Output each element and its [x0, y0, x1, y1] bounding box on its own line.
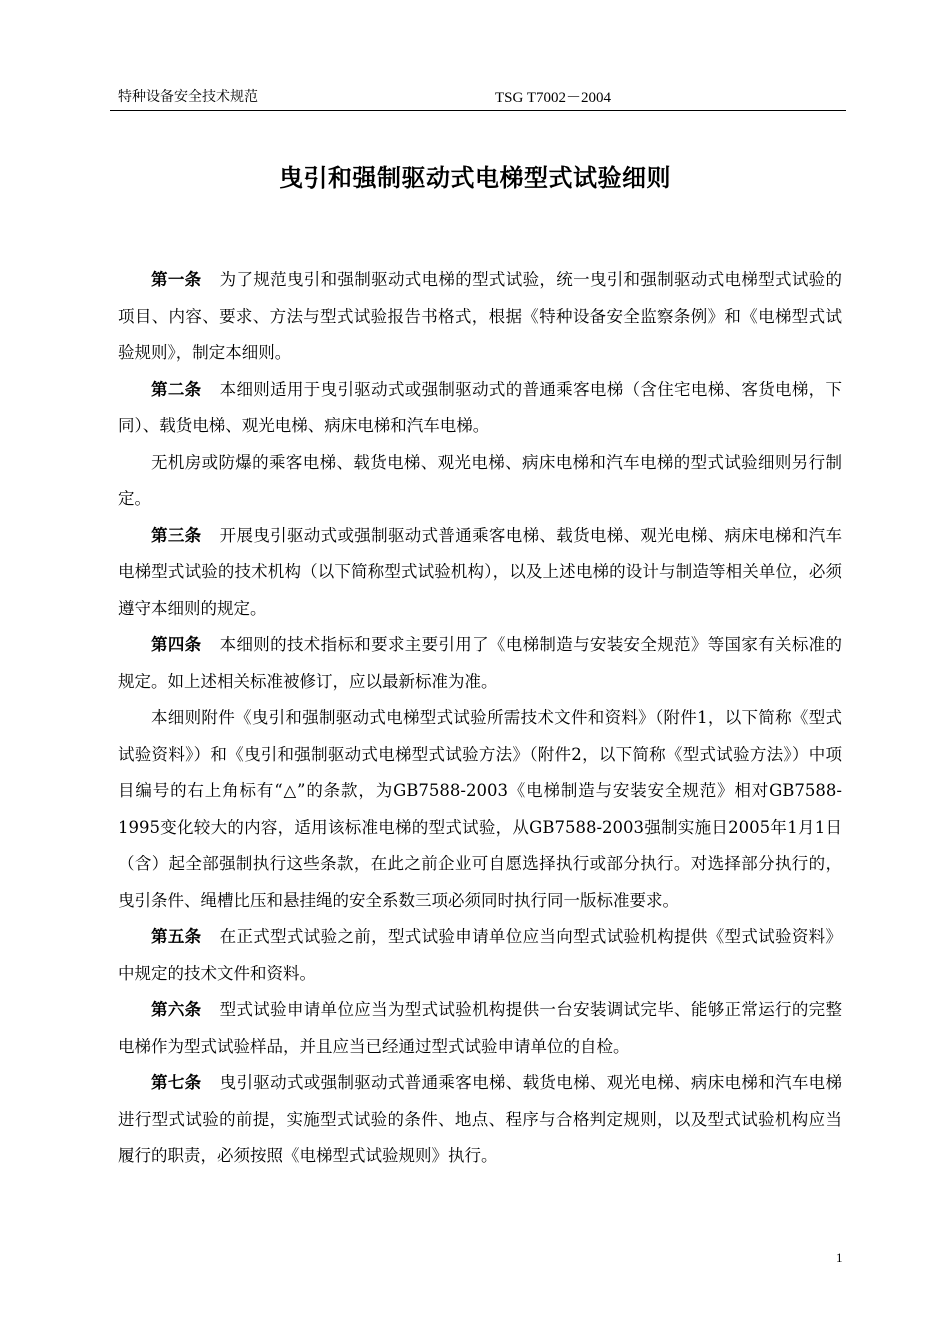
header-standard-number: TSG T7002－2004 [495, 90, 611, 106]
article-2 [118, 372, 842, 445]
article-2-paragraph-2 [118, 445, 842, 518]
article-text: 在正式型式试验之前，型式试验申请单位应当向型式试验机构提供《型式试验资料》中规定的技术文件和资料。 [118, 927, 843, 983]
document-body [118, 262, 842, 1175]
article-label: 第三条 [151, 525, 202, 545]
article-4-paragraph-2 [118, 700, 842, 919]
article-label: 第二条 [151, 379, 202, 399]
header-spec-category: 特种设备安全技术规范 [118, 89, 258, 105]
article-1 [118, 262, 842, 372]
article-label: 第四条 [151, 635, 202, 654]
article-4 [118, 627, 842, 700]
article-3 [118, 518, 842, 628]
article-text: 为了规范曳引和强制驱动式电梯的型式试验，统一曳引和强制驱动式电梯型式试验的项目、内容、要求、方法与型式试验报告书格式，根据《特种设备安全监察条例》和《电梯型式试验规则》，制定本细则。 [118, 270, 843, 362]
page-header [110, 86, 846, 111]
paragraph-text: 无机房或防爆的乘客电梯、载货电梯、观光电梯、病床电梯和汽车电梯的型式试验细则另行制定。 [118, 452, 842, 508]
article-text: 曳引驱动式或强制驱动式普通乘客电梯、载货电梯、观光电梯、病床电梯和汽车电梯进行型式试验的前提，实施型式试验的条件、地点、程序与合格判定规则，以及型式试验机构应当履行的职责，必须按照《电梯型式试验规则》执行。 [118, 1073, 843, 1165]
document-title: 曳引和强制驱动式电梯型式试验细则 [279, 164, 671, 192]
article-label: 第五条 [151, 927, 202, 946]
article-6 [118, 992, 842, 1065]
article-text: 型式试验申请单位应当为型式试验机构提供一台安装调试完毕、能够正常运行的完整电梯作为型式试验样品，并且应当已经通过型式试验申请单位的自检。 [118, 1000, 843, 1056]
article-text: 本细则的技术指标和要求主要引用了《电梯制造与安装安全规范》等国家有关标准的规定。如上述相关标准被修订，应以最新标准为准。 [118, 635, 843, 691]
article-text: 开展曳引驱动式或强制驱动式普通乘客电梯、载货电梯、观光电梯、病床电梯和汽车电梯型式试验的技术机构（以下简称型式试验机构），以及上述电梯的设计与制造等相关单位，必须遵守本细则的规定。 [118, 525, 843, 618]
article-label: 第六条 [151, 1000, 202, 1019]
article-label: 第一条 [151, 270, 202, 289]
article-7 [118, 1065, 842, 1175]
article-label: 第七条 [151, 1073, 202, 1092]
article-text: 本细则适用于曳引驱动式或强制驱动式的普通乘客电梯（含住宅电梯、客货电梯，下同）、载货电梯、观光电梯、病床电梯和汽车电梯。 [118, 379, 843, 435]
article-5 [118, 919, 842, 992]
page-number: 1 [836, 1250, 843, 1265]
paragraph-text: 本细则附件《曳引和强制驱动式电梯型式试验所需技术文件和资料》（附件1，以下简称《型式试验资料》）和《曳引和强制驱动式电梯型式试验方法》（附件2，以下简称《型式试验方法》）中项目编号的右上角标有“△”的条款，为GB7588-2003《电梯制造与安装安全规范》相对GB7588-1995变化较大的内容，适用该标准电梯的型式试验，从GB7588-2003强制实施日2005年1月1日（含）起全部强制执行这些条款，在此之前企业可自愿选择执行或部分执行。对选择部分执行的，曳引条件、绳槽比压和悬挂绳的安全系数三项必须同时执行同一版标准要求。 [118, 708, 842, 910]
